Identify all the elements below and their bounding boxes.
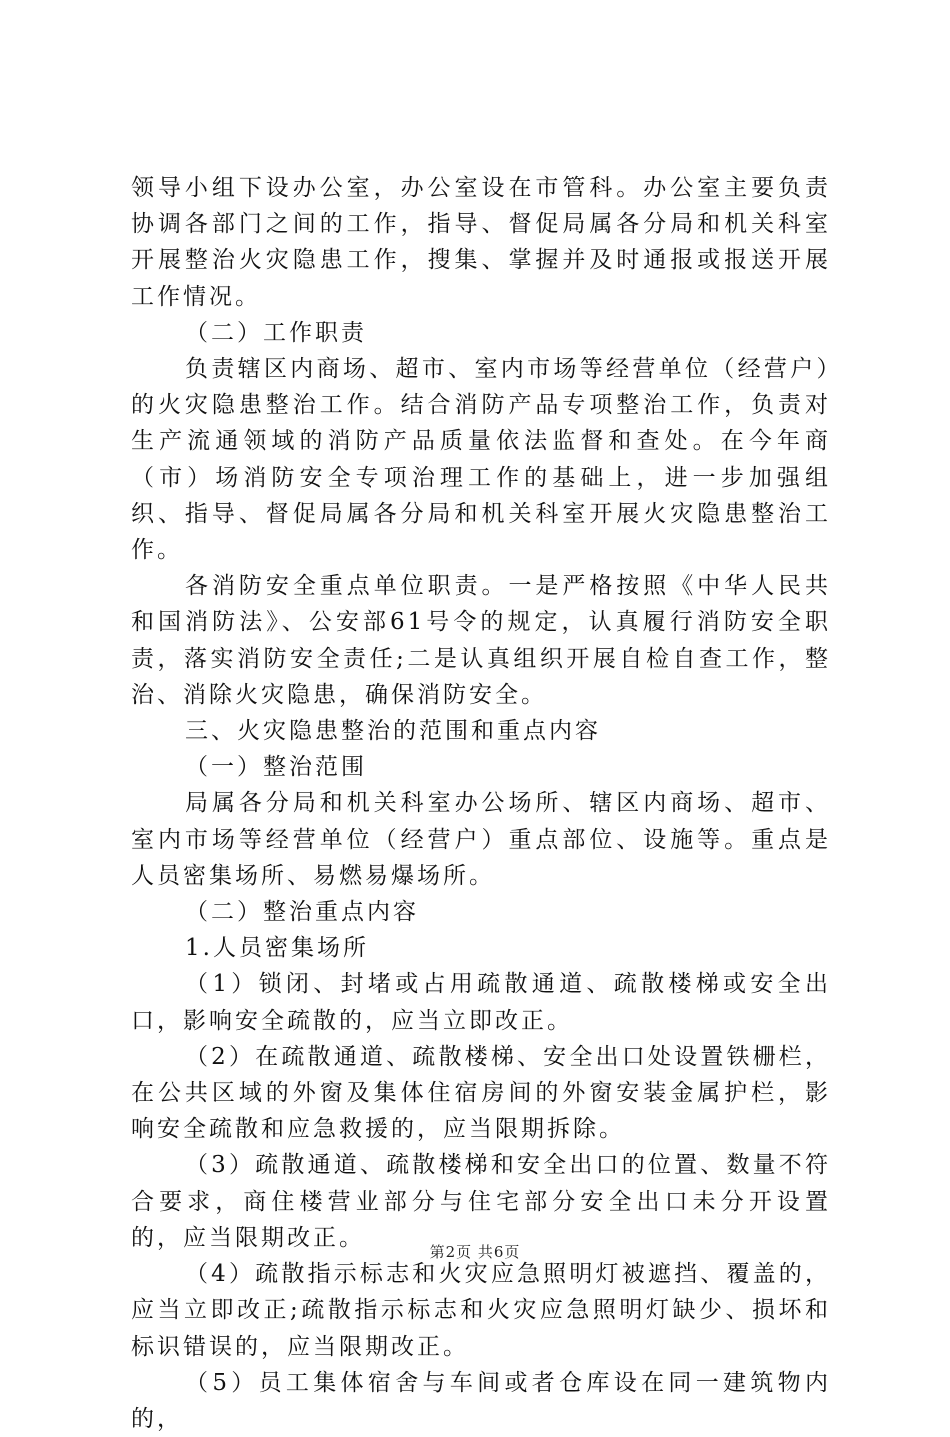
heading-key-content: （二）整治重点内容 <box>185 899 419 926</box>
paragraph-office-duties: 领导小组下设办公室，办公室设在市管科。办公室主要负责协调各部门之间的工作，指导、督促局属各分局和机关科室开展整治火灾隐患工作，搜集、掌握并及时通报或报送开展工作情况。 <box>131 175 831 310</box>
list-item-5: （5）员工集体宿舍与车间或者仓库设在同一建筑物内的， <box>131 1369 831 1432</box>
paragraph-key-unit-duties: 各消防安全重点单位职责。一是严格按照《中华人民共和国消防法》、公安部61号令的规定，认真履行消防安全职责，落实消防安全责任;二是认真组织开展自检自查工作，整治、消除火灾隐患，确保消防安全。 <box>131 573 831 708</box>
paragraph-scope: 局属各分局和机关科室办公场所、辖区内商场、超市、室内市场等经营单位（经营户）重点部位、设施等。重点是人员密集场所、易燃易爆场所。 <box>131 790 831 889</box>
heading-crowded-places: 1.人员密集场所 <box>185 935 369 962</box>
heading-section-three: 三、火灾隐患整治的范围和重点内容 <box>185 718 601 745</box>
heading-scope: （一）整治范围 <box>185 754 367 781</box>
heading-work-duties: （二）工作职责 <box>185 319 367 346</box>
list-item-2: （2）在疏散通道、疏散楼梯、安全出口处设置铁栅栏，在公共区域的外窗及集体住宿房间的外窗安装金属护栏，影响安全疏散和应急救援的，应当限期拆除。 <box>131 1043 831 1143</box>
list-item-3: （3）疏散通道、疏散楼梯和安全出口的位置、数量不符合要求，商住楼营业部分与住宅部分安全出口未分开设置的，应当限期改正。 <box>131 1152 831 1251</box>
paragraph-work-duties: 负责辖区内商场、超市、室内市场等经营单位（经营户）的火灾隐患整治工作。结合消防产品专项整治工作，负责对生产流通领域的消防产品质量依法监督和查处。在今年商（市）场消防安全专项治理工作的基础上，进一步加强组织、指导、督促局属各分局和机关科室开展火灾隐患整治工作。 <box>131 356 831 564</box>
list-item-1: （1）锁闭、封堵或占用疏散通道、疏散楼梯或安全出口，影响安全疏散的，应当立即改正。 <box>131 971 831 1034</box>
list-item-4: （4）疏散指示标志和火灾应急照明灯被遮挡、覆盖的，应当立即改正;疏散指示标志和火灾应急照明灯缺少、损坏和标识错误的，应当限期改正。 <box>131 1261 831 1360</box>
page-number-footer: 第2页 共6页 <box>429 1243 521 1261</box>
